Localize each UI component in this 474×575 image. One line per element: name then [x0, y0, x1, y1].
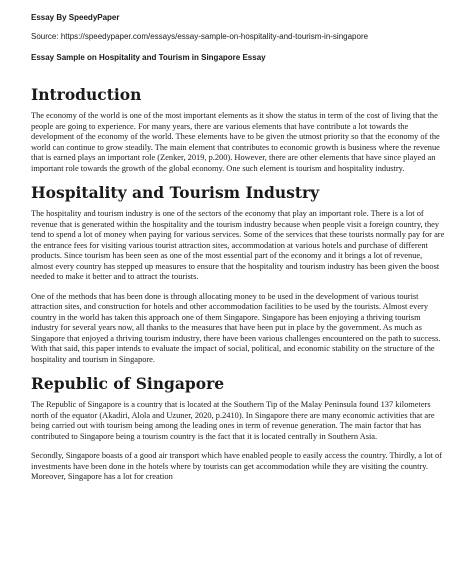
paragraph: Secondly, Singapore boasts of a good air transport which have enabled people to easily access the country. Thirdly, a lot of investments have been done in the hotels where by tourists can get accommodation while they are visiting the country. Moreover, Singapore has a lot for creation — [31, 451, 443, 481]
brand-label: Essay By SpeedyPaper — [31, 13, 120, 22]
section-hospitality-tourism — [31, 183, 446, 365]
document-page — [31, 12, 446, 492]
document-title: Essay Sample on Hospitality and Tourism in Singapore Essay — [31, 53, 266, 62]
paragraph: One of the methods that has been done is through allocating money to be used in the development of various tourist attraction sites, and construction for hotels and other accommodation facilities to be used by the tourists. Almost every country in the world has taken this approach one of them Singapore. Singapore has been enjoying a thriving tourism industry for several years now, all thanks to the measures that have been put in place by the government. As much as Singapore that enjoyed a thriving tourism industry, there have been various challenges encountered on the path to success. With that said, this paper intends to evaluate the impact of social, political, and economic stability on the structure of the hospitality and tourism in Singapore. — [31, 291, 441, 364]
section-heading: Republic of Singapore — [31, 374, 225, 393]
paragraph: The economy of the world is one of the most important elements as it show the status in term of the cost of living that the people are going to experience. For many years, there are various elements that have contribute a lot towards the development of the economy of the world. These elements have to be given the utmost priority so that the economy of the world can continue to grow steadily. The main element that contributes to economic growth is business where the revenue that is earned plays an important role (Zenker, 2019, p.200). However, there are other elements that have since played an important role towards the growth of the global economy. One such element is tourism and hospitality industry. — [31, 111, 440, 173]
section-heading: Hospitality and Tourism Industry — [31, 183, 320, 202]
source-line — [31, 31, 446, 42]
paragraph: The hospitality and tourism industry is one of the sectors of the economy that play an important role. There is a lot of revenue that is generated within the hospitality and the tourism industry because when people visit a foreign country, they tend to spend a lot of money when paying for various services. Some of the services that these tourists normally pay for are the entrance fees for visiting various tourist attraction sites, accommodation at various hotels and purchase of different products. Since tourism has been seen as one of the most essential part of the economy and it brings a lot of revenue, almost every country has stepped up measures to ensure that the hospitality and tourism industry has been given the boost needed to make it better and to attract the tourists. — [31, 209, 445, 281]
section-republic-of-singapore — [31, 374, 446, 483]
section-heading: Introduction — [31, 85, 142, 104]
paragraph: The Republic of Singapore is a country that is located at the Southern Tip of the Malay Peninsula found 137 kilometers north of the equator (Akadiri, Alola and Uzuner, 2020, p.2410). In Singapore there are many economic activities that are being carried out with tourism being among the leading ones in term of revenue generation. The main factor that has contributed to Singapore being a tourism country is the fact that it is located centrally in Southern Asia. — [31, 400, 435, 441]
source-link[interactable]: https://speedypaper.com/essays/essay-sample-on-hospitality-and-tourism-in-singapore — [60, 32, 369, 41]
source-label: Source: — [31, 32, 59, 41]
section-introduction — [31, 85, 446, 174]
